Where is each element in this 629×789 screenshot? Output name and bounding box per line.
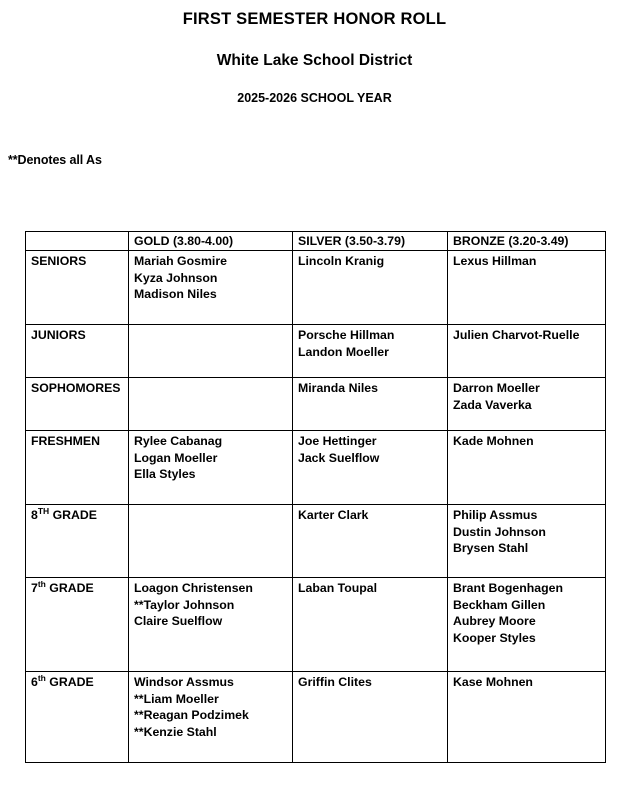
table-row [26,378,606,431]
grade-suffix: GRADE [49,508,98,522]
honoree-name: Philip Assmus [453,508,538,522]
honoree-cell-silver [293,325,448,378]
table-row [26,325,606,378]
honoree-name: Ella Styles [134,467,196,481]
honoree-cell-silver [293,251,448,325]
grade-suffix: GRADE [45,581,94,595]
honoree-name: Mariah Gosmire [134,254,227,268]
grade-ordinal-superscript: th [37,578,46,589]
grade-level-label: JUNIORS [26,325,129,378]
table-row [26,251,606,325]
honoree-name: Brysen Stahl [453,541,529,555]
honoree-name: Kade Mohnen [453,434,534,448]
honoree-name: Brant Bogenhagen [453,581,563,595]
honoree-cell-gold [129,505,293,578]
grade-level-label [26,578,129,672]
honoree-cell-bronze [448,431,606,505]
honoree-name: **Kenzie Stahl [134,724,217,739]
honoree-name: Landon Moeller [298,344,389,359]
grade-level-label: SOPHOMORES [26,378,129,431]
honoree-name: Joe Hettinger [298,434,377,448]
grade-level-label: FRESHMEN [26,431,129,505]
honoree-name: Karter Clark [298,508,369,522]
honoree-name: Griffin Clites [298,675,372,689]
honoree-name: Dustin Johnson [453,524,546,539]
honoree-cell-bronze [448,505,606,578]
grade-ordinal-number: 6 [31,675,38,689]
honoree-cell-silver [293,378,448,431]
grade-ordinal-number: 7 [31,581,38,595]
honoree-name: Laban Toupal [298,581,378,595]
grade-ordinal-superscript: th [37,672,46,683]
honoree-cell-bronze [448,672,606,763]
legend-note: **Denotes all As [8,153,102,167]
honoree-name: **Taylor Johnson [134,597,235,612]
honoree-cell-gold [129,672,293,763]
grade-ordinal-number: 8 [31,508,38,522]
honoree-name: Logan Moeller [134,450,218,465]
honoree-name: Loagon Christensen [134,581,253,595]
district-name: White Lake School District [216,51,413,69]
honoree-name: Kase Mohnen [453,675,533,689]
honoree-cell-bronze [448,251,606,325]
table-row [26,672,606,763]
table-row [26,431,606,505]
table-header-row [26,232,606,251]
honoree-name: **Liam Moeller [134,691,219,706]
grade-level-label [26,505,129,578]
honoree-cell-bronze [448,578,606,672]
honoree-name: Jack Suelflow [298,450,380,465]
honoree-name: Claire Suelflow [134,614,223,628]
honoree-name: Aubrey Moore [453,614,536,628]
honor-roll-table-container [25,231,605,763]
honoree-name: Madison Niles [134,287,217,301]
honoree-name: Kyza Johnson [134,270,218,285]
honoree-cell-silver [293,505,448,578]
school-year: 2025-2026 SCHOOL YEAR [237,91,392,105]
honoree-name: Darron Moeller [453,381,540,395]
column-header-bronze: BRONZE (3.20-3.49) [448,232,606,251]
honoree-cell-silver [293,672,448,763]
honoree-cell-gold [129,378,293,431]
grade-level-label: SENIORS [26,251,129,325]
honoree-name: Lincoln Kranig [298,254,385,268]
honoree-cell-silver [293,578,448,672]
honoree-name: Rylee Cabanag [134,434,223,448]
honoree-name: Miranda Niles [298,381,378,395]
honoree-cell-bronze [448,325,606,378]
honoree-name: Zada Vaverka [453,397,532,412]
page-title: FIRST SEMESTER HONOR ROLL [182,10,447,28]
honoree-name: Julien Charvot-Ruelle [453,328,580,342]
honoree-cell-gold [129,431,293,505]
honoree-name: Windsor Assmus [134,675,234,689]
honoree-cell-silver [293,431,448,505]
honoree-cell-gold [129,325,293,378]
honoree-name: **Reagan Podzimek [134,708,249,722]
honoree-name: Kooper Styles [453,630,536,645]
honoree-name: Lexus Hillman [453,254,537,268]
document-header [0,0,629,105]
honoree-name: Beckham Gillen [453,597,546,612]
honoree-cell-bronze [448,378,606,431]
column-header-gold: GOLD (3.80-4.00) [129,232,293,251]
honoree-cell-gold [129,578,293,672]
column-header-silver: SILVER (3.50-3.79) [293,232,448,251]
honoree-name: Porsche Hillman [298,328,395,342]
column-header-grade [26,232,129,251]
grade-suffix: GRADE [45,675,94,689]
grade-level-label [26,672,129,763]
honoree-cell-gold [129,251,293,325]
honor-roll-table [25,231,606,763]
table-row [26,578,606,672]
table-row [26,505,606,578]
grade-ordinal-superscript: TH [37,505,50,516]
